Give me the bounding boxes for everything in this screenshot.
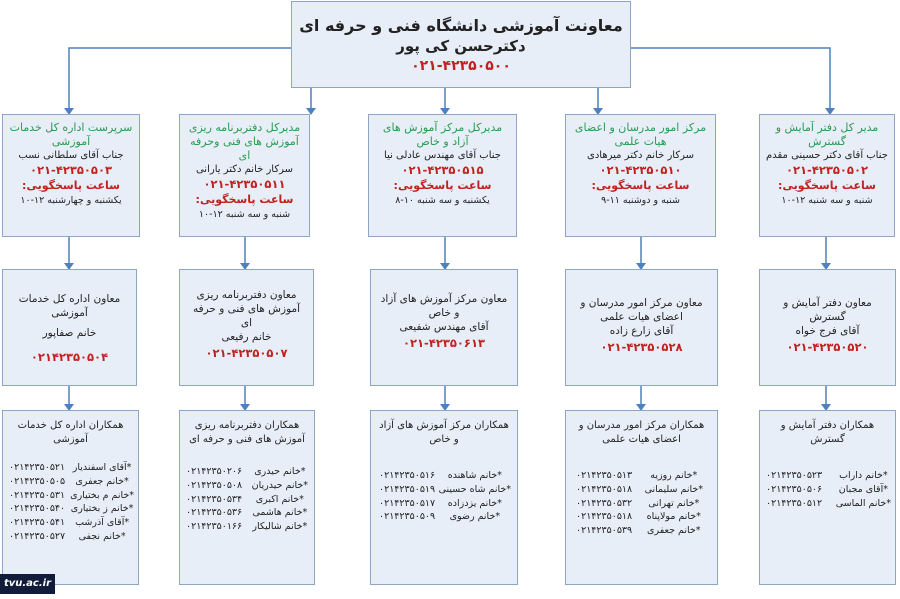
director-box-services	[2, 114, 140, 237]
deputy-phone: ۰۲۱-۴۲۳۵۰۵۰۷	[205, 346, 288, 360]
deputy-title: معاون اداره کل خدمات آموزشی	[18, 293, 121, 319]
deputy-title: معاون مرکز امور مدرسان و اعضای هیات علمی	[580, 297, 703, 323]
staff-name: *خانم سلیمانی	[644, 483, 703, 495]
staff-box-services	[2, 410, 139, 585]
director-person: جناب آقای دکتر حسینی مقدم	[766, 150, 888, 161]
staff-name: *خانم م بختیاری	[70, 489, 134, 501]
deputy-box-free-education	[370, 269, 518, 386]
staff-title: همکاران مرکز امور مدرسان و اعضای هیات علمی	[578, 420, 705, 445]
staff-phones-list	[766, 469, 822, 510]
director-box-faculty	[565, 114, 716, 237]
staff-name: *خانم یزدزاده	[447, 497, 502, 509]
staff-name: *خانم جعفری	[75, 475, 129, 487]
director-person: سرکار خانم دکتر یارانی	[195, 164, 294, 175]
staff-names-list	[252, 465, 308, 534]
staff-name: *خانم رضوی	[449, 511, 501, 523]
director-title: مدیرکل دفتربرنامه ریزی آموزش های فنی وحرفه ای	[188, 121, 301, 162]
staff-title: همکاران دفتر آمایش و گسترش	[780, 420, 875, 445]
staff-box-development	[759, 410, 896, 585]
deputy-person: آقای فرج خواه	[795, 325, 860, 337]
staff-phone: ۰۲۱۴۲۳۵۰۵۳۶	[186, 507, 243, 519]
head-name: دکترحسن کی پور	[396, 37, 526, 55]
staff-name: *خانم مولاپناه	[646, 511, 701, 523]
staff-name: *خانم اکبری	[255, 493, 304, 505]
staff-names-list	[645, 469, 703, 538]
director-title: سرپرست اداره کل خدمات آموزشی	[9, 121, 133, 148]
staff-phones-list	[576, 469, 632, 538]
deputy-phone: ۰۲۱-۴۲۳۵۰۶۱۳	[403, 336, 485, 350]
staff-phone: ۰۲۱۴۲۳۵۰۵۱۸	[576, 511, 633, 523]
staff-phone: ۰۲۱۴۲۳۵۰۵۰۶	[766, 483, 823, 495]
director-phone: ۰۲۱-۴۲۳۵۰۵۰۳	[30, 163, 112, 177]
director-person: جناب آقای مهندس عادلی نیا	[384, 150, 501, 161]
deputy-title: معاون مرکز آموزش های آزاد و خاص	[380, 293, 508, 319]
staff-name: *خانم نجفی	[78, 530, 126, 542]
staff-name: *خانم الماسی	[835, 497, 891, 509]
deputy-person: خانم صفاپور	[42, 327, 97, 339]
staff-phone: ۰۲۱۴۲۳۵۰۵۰۵	[9, 475, 66, 487]
staff-phone: ۰۲۱۴۲۳۵۰۵۳۲	[576, 497, 633, 509]
deputy-phone: ۰۲۱۴۲۳۵۰۵۰۴	[30, 350, 109, 364]
staff-name: *خانم ز بختیاری	[70, 503, 134, 515]
staff-name: *خانم داراب	[839, 470, 888, 481]
connector-top-left	[69, 48, 291, 110]
director-title: مدیر کل دفتر آمایش و گسترش	[775, 121, 879, 148]
watermark-logo: tvu.ac.ir	[0, 574, 55, 594]
staff-phones-list	[379, 469, 435, 524]
deputy-box-faculty	[565, 269, 718, 386]
hours-label: ساعت پاسخگویی:	[195, 193, 294, 206]
staff-phone: ۰۲۱۴۲۳۵۰۵۳۴	[186, 493, 243, 505]
staff-phone: ۰۲۱۴۲۳۵۰۵۱۶	[379, 470, 436, 481]
deputy-title: معاون دفتربرنامه ریزی آموزش های فنی و حرفه ای	[192, 289, 301, 329]
staff-name: *خانم جعفری	[647, 525, 701, 537]
deputy-box-development	[759, 269, 896, 386]
head-title: معاونت آموزشی دانشگاه فنی و حرفه ای	[299, 16, 623, 35]
staff-phone: ۰۲۱۴۲۳۵۰۵۲۷	[9, 530, 66, 542]
director-person: سرکار خانم دکتر میرهادی	[587, 150, 694, 161]
staff-title: همکاران مرکز آموزش های آزاد و خاص	[379, 420, 509, 445]
deputy-person: آقای زارع زاده	[609, 325, 674, 337]
staff-phone: ۰۲۱۴۲۳۵۰۵۰۸	[186, 479, 243, 491]
staff-name: *آقای مجبان	[838, 483, 888, 495]
director-phone: ۰۲۱-۴۲۳۵۰۵۱۰	[599, 163, 682, 177]
staff-name: *خانم شاه حسینی	[438, 483, 511, 495]
staff-phones-list	[186, 465, 242, 534]
director-box-development	[759, 114, 895, 237]
head-phone: ۰۲۱-۴۲۳۵۰۵۰۰	[411, 58, 511, 74]
staff-phone: ۰۲۱۴۲۳۵۰۵۱۹	[379, 483, 436, 495]
director-box-free-education	[368, 114, 517, 237]
staff-name: *خانم هاشمی	[252, 507, 308, 519]
staff-name: *خانم حیدری	[254, 466, 306, 477]
staff-phone: ۰۲۱۴۲۳۵۰۵۱۲	[766, 497, 823, 509]
deputy-person: خانم رفیعی	[221, 331, 272, 343]
staff-title: همکاران اداره کل خدمات آموزشی	[17, 420, 124, 445]
deputy-box-services	[2, 269, 137, 386]
hours-value: یکشنبه و چهارشنبه ۱۲-۱۰	[20, 195, 122, 206]
hours-value: شنبه و سه شنبه ۱۲-۱۰	[198, 209, 291, 220]
director-title: مدیرکل مرکز آموزش های آزاد و خاص	[382, 121, 503, 148]
hours-value: شنبه و دوشنبه ۱۱-۹	[601, 195, 680, 206]
staff-names-list	[836, 469, 891, 510]
staff-name: *آقای آذرشب	[75, 517, 130, 529]
staff-phone: ۰۲۱۴۲۳۵۰۵۰۹	[379, 511, 436, 523]
deputy-person: آقای مهندس شفیعی	[399, 321, 489, 333]
staff-phone: ۰۲۱۴۲۳۵۰۵۲۳	[766, 470, 823, 481]
staff-phone: ۰۲۱۴۲۳۵۰۱۶۶	[186, 521, 243, 533]
deputy-phone: ۰۲۱-۴۲۳۵۰۵۲۰	[786, 340, 869, 354]
staff-name: *خانم تهرانی	[648, 497, 700, 509]
staff-phone: ۰۲۱۴۲۳۵۰۵۲۱	[9, 462, 66, 473]
director-phone: ۰۲۱-۴۲۳۵۰۵۰۲	[786, 163, 868, 177]
director-box-planning	[179, 114, 310, 237]
hours-label: ساعت پاسخگویی:	[591, 179, 690, 192]
staff-phone: ۰۲۱۴۲۳۵۰۵۱۷	[379, 497, 436, 509]
staff-name: *خانم شاهنده	[447, 470, 502, 481]
staff-phone: ۰۲۱۴۲۳۵۰۵۱۳	[576, 470, 633, 481]
staff-name: *خانم حیدریان	[251, 479, 308, 491]
director-person: جناب آقای سلطانی نسب	[18, 150, 124, 161]
director-title: مرکز امور مدرسان و اعضای هیات علمی	[574, 121, 707, 148]
staff-name: *خانم شالیکار	[252, 521, 308, 533]
staff-box-faculty	[565, 410, 718, 585]
director-phone: ۰۲۱-۴۲۳۵۰۵۱۱	[203, 177, 286, 191]
staff-phone: ۰۲۱۴۲۳۵۰۲۰۶	[186, 466, 243, 477]
deputy-phone: ۰۲۱-۴۲۳۵۰۵۲۸	[600, 340, 683, 354]
staff-box-planning	[179, 410, 315, 585]
staff-phone: ۰۲۱۴۲۳۵۰۵۳۱	[9, 489, 66, 501]
deputy-title: معاون دفتر آمایش و گسترش	[783, 297, 872, 323]
director-phone: ۰۲۱-۴۲۳۵۰۵۱۵	[401, 163, 484, 177]
hours-label: ساعت پاسخگویی:	[22, 179, 120, 192]
staff-phone: ۰۲۱۴۲۳۵۰۵۳۹	[576, 525, 633, 537]
staff-phone: ۰۲۱۴۲۳۵۰۵۴۰	[9, 503, 66, 515]
staff-name: *آقای اسفندیار	[72, 462, 132, 473]
hours-label: ساعت پاسخگویی:	[393, 179, 492, 192]
staff-title: همکاران دفتربرنامه ریزی آموزش های فنی و حرفه ای	[189, 420, 305, 445]
hours-value: شنبه و سه شنبه ۱۲-۱۰	[781, 195, 873, 206]
staff-phones-list	[9, 461, 65, 544]
staff-names-list	[439, 469, 511, 524]
deputy-box-planning	[179, 269, 314, 386]
staff-phone: ۰۲۱۴۲۳۵۰۵۴۱	[9, 517, 66, 529]
head-box	[291, 1, 631, 88]
staff-names-list	[70, 461, 134, 544]
staff-name: *خانم روزیه	[650, 470, 698, 481]
staff-box-free-education	[370, 410, 518, 585]
hours-value: یکشنبه و سه شنبه ۱۰-۸	[395, 195, 490, 206]
staff-phone: ۰۲۱۴۲۳۵۰۵۱۸	[576, 483, 633, 495]
hours-label: ساعت پاسخگویی:	[778, 179, 876, 192]
connector-top-right	[631, 48, 830, 110]
